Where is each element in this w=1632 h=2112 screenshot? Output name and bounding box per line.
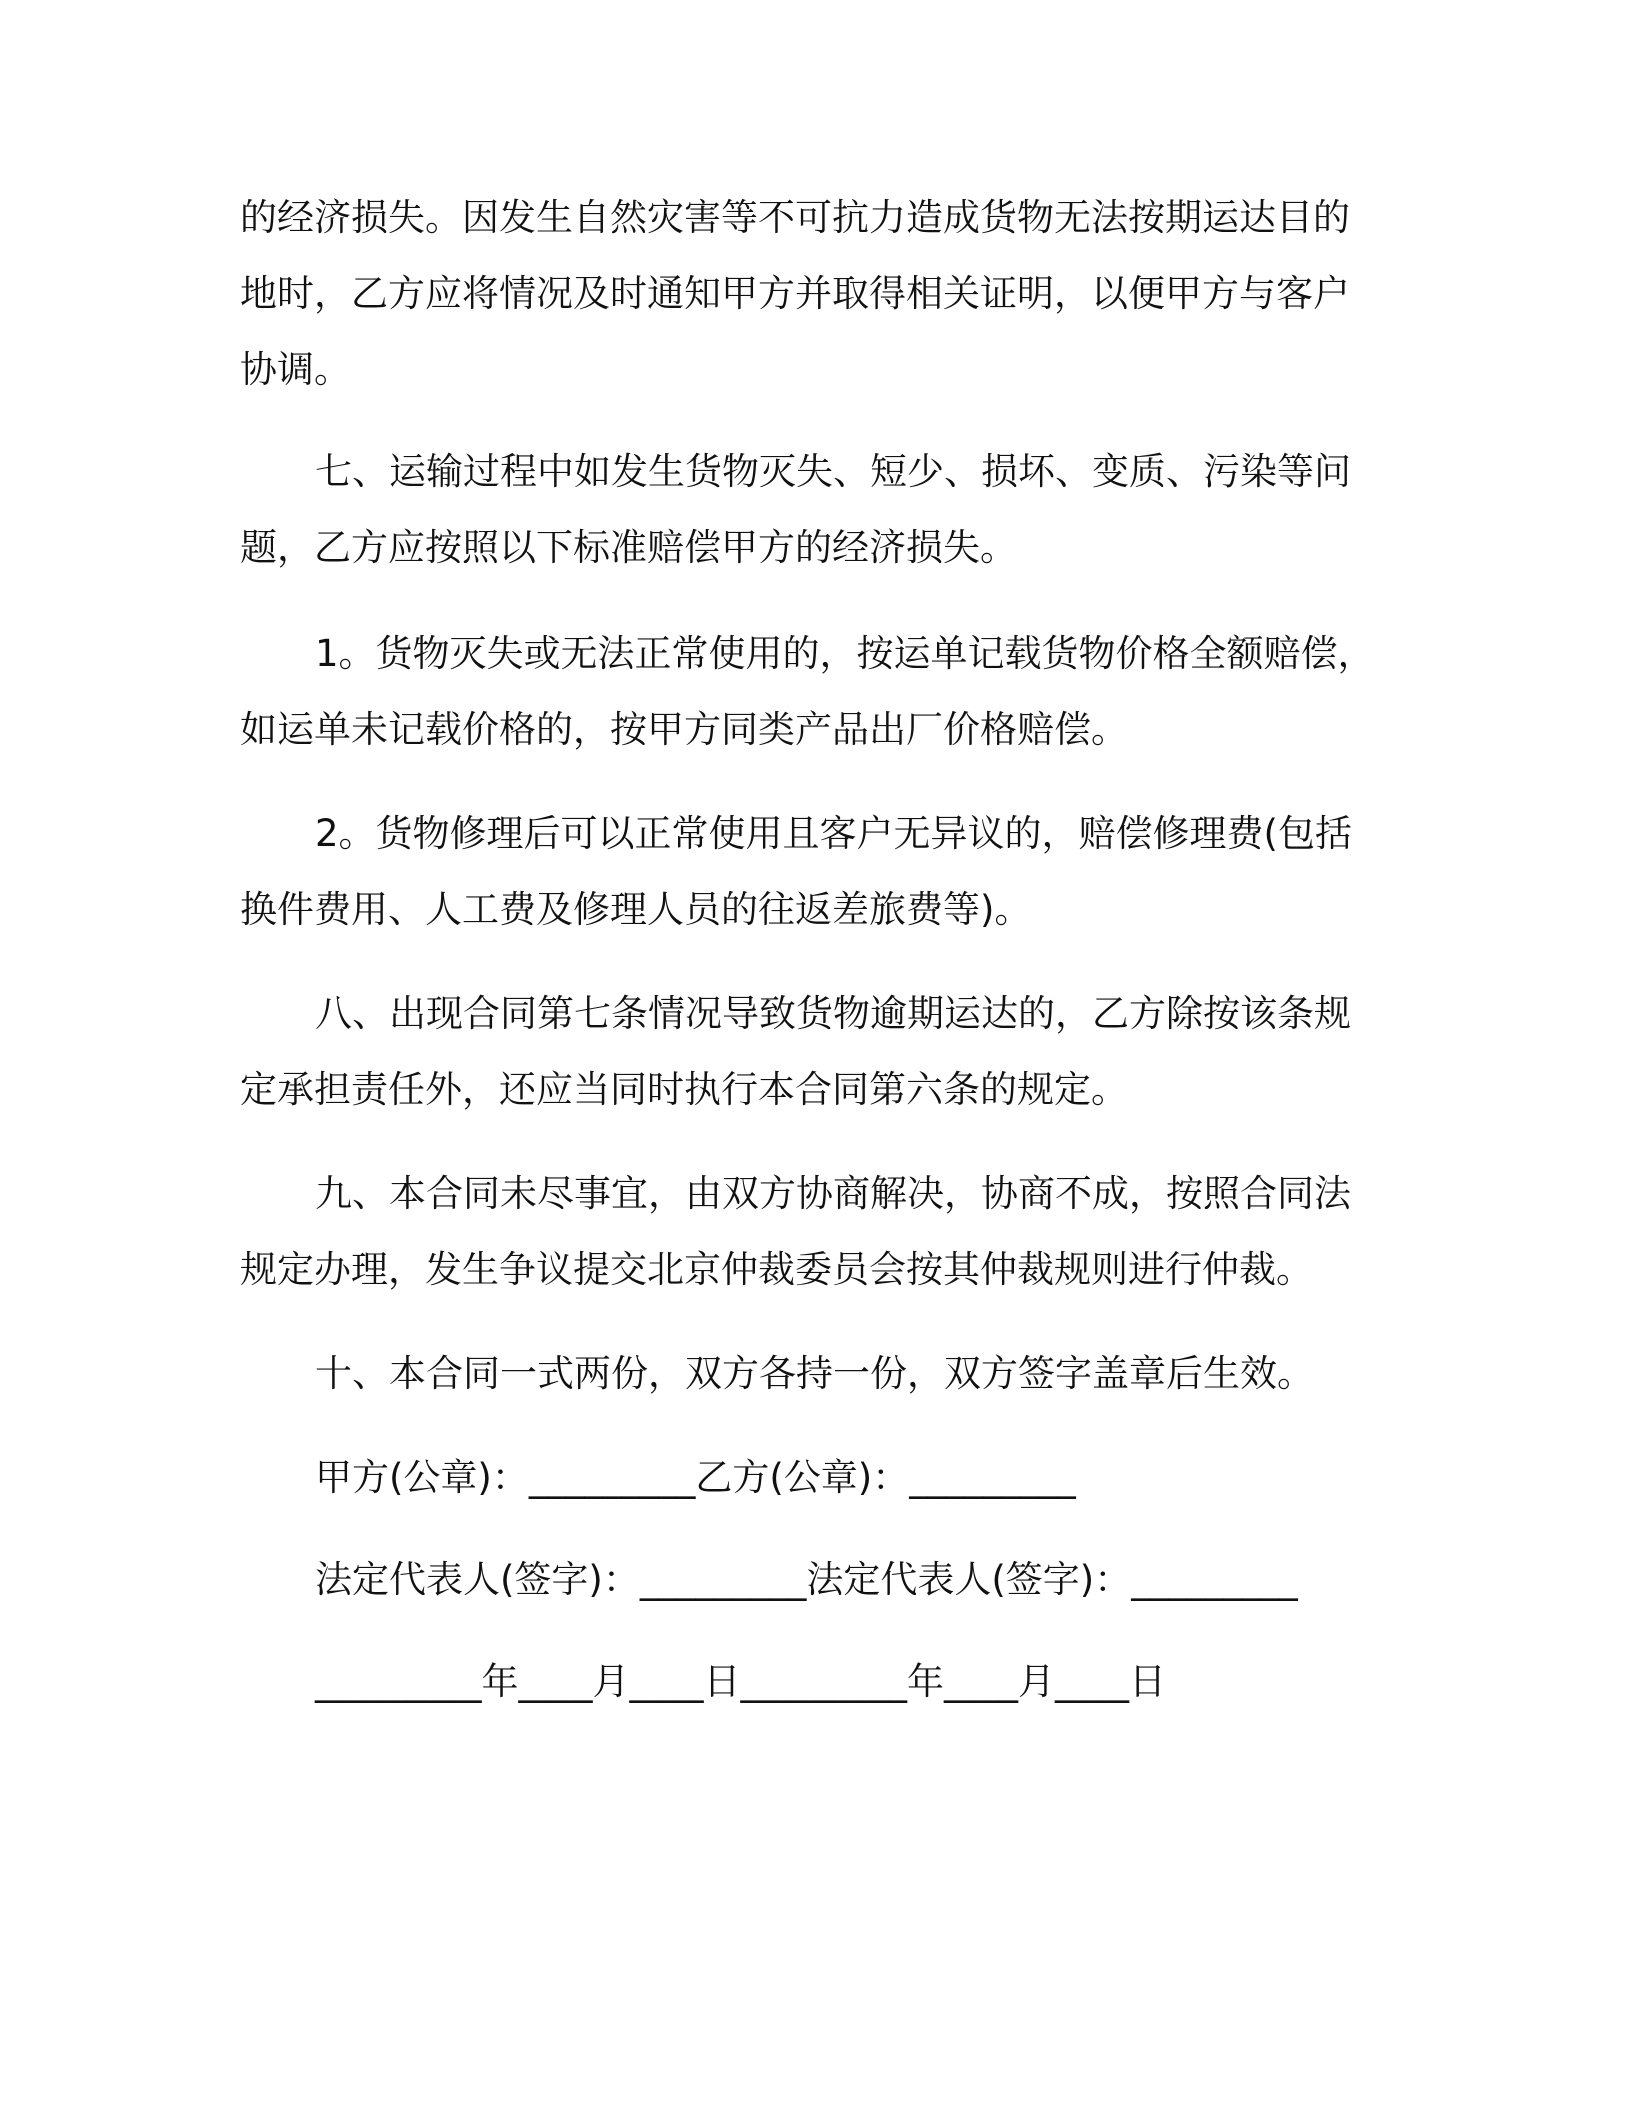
- clause-8-line-1: 八、出现合同第七条情况导致货物逾期运达的，乙方除按该条规: [315, 992, 1351, 1035]
- clause-7-item-2-line-1: 2。货物修理后可以正常使用且客户无异议的，赔偿修理费(包括: [315, 812, 1352, 855]
- clause-9-line-2: 规定办理，发生争议提交北京仲裁委员会按其仲裁规则进行仲裁。: [240, 1248, 1313, 1291]
- clause-9-line-1: 九、本合同未尽事宜，由双方协商解决，协商不成，按照合同法: [315, 1172, 1351, 1215]
- paragraph-line-1: 的经济损失。因发生自然灾害等不可抗力造成货物无法按期运达目的: [240, 196, 1350, 239]
- clause-7-item-1-line-2: 如运单未记载价格的，按甲方同类产品出厂价格赔偿。: [240, 708, 1128, 751]
- clause-7-item-2-line-2: 换件费用、人工费及修理人员的往返差旅费等)。: [240, 888, 1032, 931]
- signature-date-line: _________年____月____日_________年____月____日: [315, 1660, 1166, 1703]
- paragraph-line-2: 地时，乙方应将情况及时通知甲方并取得相关证明，以便甲方与客户: [240, 272, 1350, 315]
- paragraph-line-3: 协调。: [240, 348, 351, 391]
- signature-legal-representative-line: 法定代表人(签字)：_________法定代表人(签字)：_________: [315, 1558, 1298, 1601]
- clause-7-line-2: 题，乙方应按照以下标准赔偿甲方的经济损失。: [240, 526, 1017, 569]
- clause-7-item-1-line-1: 1。货物灭失或无法正常使用的，按运单记载货物价格全额赔偿，: [315, 632, 1375, 675]
- clause-10-line: 十、本合同一式两份，双方各持一份，双方签字盖章后生效。: [315, 1352, 1314, 1395]
- signature-company-seal-line: 甲方(公章)：_________乙方(公章)：_________: [315, 1456, 1076, 1499]
- clause-7-line-1: 七、运输过程中如发生货物灭失、短少、损坏、变质、污染等问: [315, 450, 1351, 493]
- clause-8-line-2: 定承担责任外，还应当同时执行本合同第六条的规定。: [240, 1068, 1128, 1111]
